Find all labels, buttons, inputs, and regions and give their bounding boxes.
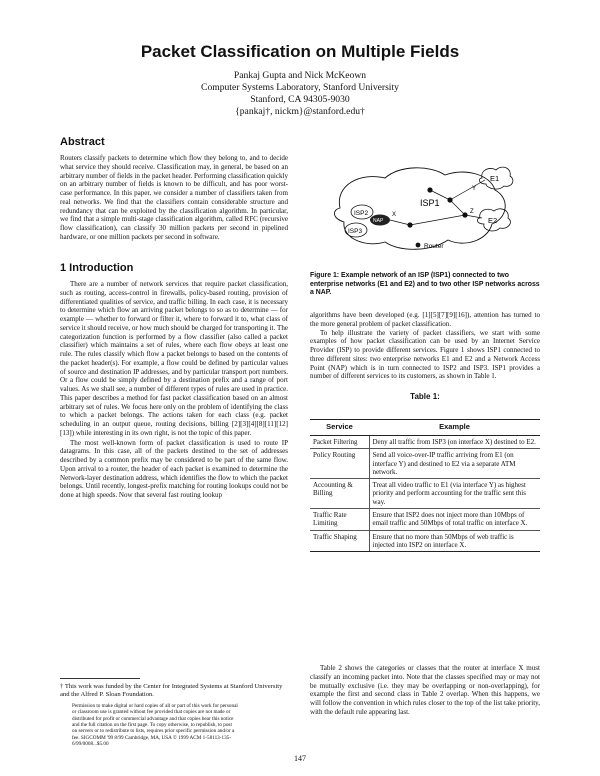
table-row [310, 436, 540, 449]
figure1-caption: Figure 1: Example network of an ISP (ISP1) connected to two enterprise networks (E1 and E2) and to two other ISP networks across a NAP. [310, 272, 540, 297]
intro-paragraph-1: There are a number of network services that require packet classification, such as routing, access-control in firewalls, policy-based routing, provision of differentiated qualities of service, and traffic billing. In each case, it is necessary to determine which flow an arriving packet belongs to so as to determine — for example — whether to forward or filter it, where to forward it to, what class of service it should receive, or how much should be charged for transporting it. The categorization function is performed by a flow classifier (also called a packet classifier) which maintains a set of rules, where each flow obeys at least one rule. The rules classify which flow a packet belongs to based on the contents of the packet header(s). For example, a flow could be defined by particular values of source and destination IP addresses, and by particular transport port numbers. Or a flow could be simply defined by a destination prefix and a range of port values. As we shall see, a number of different types of rules are used in practice. This paper describes a method for fast packet classification based on an almost arbitrary set of rules. We focus here only on the problem of identifying the class to which a packet belongs. The actions taken for each class (e.g. packet scheduling in an output queue, routing decisions, billing [2][3][4][8][11][12][13]) while interesting in its own right, is not the topic of this paper. [60, 280, 288, 437]
interface-z-label: Z [470, 209, 474, 215]
table1-service-cell: Packet Filtering [310, 436, 369, 449]
intro-right-column [310, 311, 540, 381]
isp3-label: ISP3 [348, 228, 363, 235]
table1-example-cell: Treat all video traffic to E1 (via interface Y) as highest priority and perform accounting for the traffic sent this way. [369, 479, 540, 509]
e1-label: E1 [490, 174, 500, 183]
table1-service-cell: Traffic Rate Limiting [310, 509, 369, 531]
page-number: 147 [294, 754, 306, 763]
figure1-network-diagram [300, 160, 540, 270]
table1-service-cell: Traffic Shaping [310, 530, 369, 552]
abstract-heading: Abstract [60, 136, 105, 148]
isp1-label: ISP1 [420, 198, 440, 208]
intro-left-column [60, 280, 288, 500]
intro-paragraph-3: algorithms have been developed (e.g. [1][5][7][9][16]), attention has turned to the more general problem of packet classification. [310, 311, 540, 328]
intro-right-column-bottom [310, 664, 540, 717]
footnote-funding: † This work was funded by the Center for Integrated Systems at Stanford University and the Alfred P. Sloan Foundation. [60, 683, 283, 698]
nap-label: NAP [373, 218, 384, 224]
footnote-rule [60, 678, 140, 679]
intro-paragraph-5: Table 2 shows the categories or classes that the router at interface X must classify an incoming packet into. Note that the classes specified may or may not be mutually exclusive (i.e. they may be overlapping or non-overlapping), for example the first and second class in Table 2 overlap. When this happens, we will follow the convention in which rules closer to the top of the list take priority, with the default rule appearing last. [310, 664, 540, 716]
author-address: Stanford, CA 94305-9030 [250, 94, 350, 105]
table1-example-cell: Ensure that ISP2 does not inject more than 10Mbps of email traffic and 50Mbps of total traffic on interface X. [369, 509, 540, 531]
table1-example-cell: Send all voice-over-IP traffic arriving from E1 (on interface Y) and destined to E2 via a separate ATM network. [369, 449, 540, 479]
table1-example-cell: Ensure that no more than 50Mbps of web traffic is injected into ISP2 on interface X. [369, 530, 540, 552]
table1-caption: Table 1: [410, 392, 440, 401]
table1-header-example: Example [369, 420, 540, 436]
table1 [310, 419, 540, 552]
legend-router-icon [416, 243, 421, 248]
link-a-c [410, 215, 465, 225]
table1-header-row [310, 420, 540, 436]
table1-service-cell: Accounting & Billing [310, 479, 369, 509]
intro-paragraph-4: To help illustrate the variety of packet classifiers, we start with some examples of how packet classification can be used by an Internet Service Provider (ISP) to provide different services. Figure 1 shows ISP1 connected to three different sites: two enterprise networks E1 and E2 and a Network Access Point (NAP) which is in turn connected to ISP2 and ISP3. ISP1 provides a number of different services to its customers, as shown in Table 1. [310, 328, 540, 381]
isp2-label: ISP2 [354, 210, 369, 217]
section-heading-introduction: 1 Introduction [60, 262, 134, 274]
intro-paragraph-2: The most well-known form of packet classification is used to route IP datagrams. In this case, all of the packets destined to the set of addresses described by a common prefix may be considered to be part of the same flow. Upon arrival to a router, the header of each packet is examined to determine the Network-layer destination address, which identifies the flow to which the packet belongs. Until recently, longest-prefix matching for routing lookups could not be done at high speeds. Now that several fast routing lookup [60, 438, 288, 499]
footnote-permission: Permission to make digital or hard copies of all or part of this work for personal or classroom use is granted without fee provided that copies are not made or distributed for profit or commercial advantage and that copies bear this notice and the full citation on the first page. To copy otherwise, to republish, to post on servers or to redistribute to lists, requires prior specific permission and/or a fee. SIGCOMM '99 8/99 Cambridge, MA, USA © 1999 ACM 1-58113-135-6/99/0008...$5.00 [72, 703, 238, 748]
author-email: {pankaj†, nickm}@stanford.edu† [235, 106, 365, 117]
interface-x-label: X [392, 212, 397, 218]
legend-router-label: Router [424, 243, 444, 250]
table-row [310, 449, 540, 479]
link-c-b [450, 200, 465, 215]
table1-example-cell: Deny all traffic from ISP3 (on interface X) destined to E2. [369, 436, 540, 449]
author-names: Pankaj Gupta and Nick McKeown [233, 70, 367, 81]
interface-y-label: Y [472, 186, 477, 192]
abstract-body [60, 154, 288, 242]
table-row [310, 509, 540, 531]
table-row [310, 479, 540, 509]
table1-service-cell: Policy Routing [310, 449, 369, 479]
author-lab: Computer Systems Laboratory, Stanford University [201, 82, 399, 93]
e2-label: E2 [488, 216, 498, 225]
paper-title: Packet Classification on Multiple Fields [140, 42, 460, 61]
table-row [310, 530, 540, 552]
link-nap-a [390, 220, 410, 225]
link-b-e1 [450, 180, 485, 200]
table1-header-service: Service [310, 420, 369, 436]
abstract-text: Routers classify packets to determine which flow they belong to, and to decide what service they should receive. Classification may, in general, be based on an arbitrary number of fields in the packet header. Performing classification quickly on an arbitrary number of fields is known to be difficult, and has poor worst-case performance. In this paper, we consider a number of classifiers taken from real networks. We find that the classifiers contain considerable structure and redundancy that can be exploited by the classification algorithm. In particular, we find that a simple multi-stage classification algorithm, called RFC (recursive flow classification), can classify 30 million packets per second in pipelined hardware, or one million packets per second in software. [60, 154, 288, 241]
